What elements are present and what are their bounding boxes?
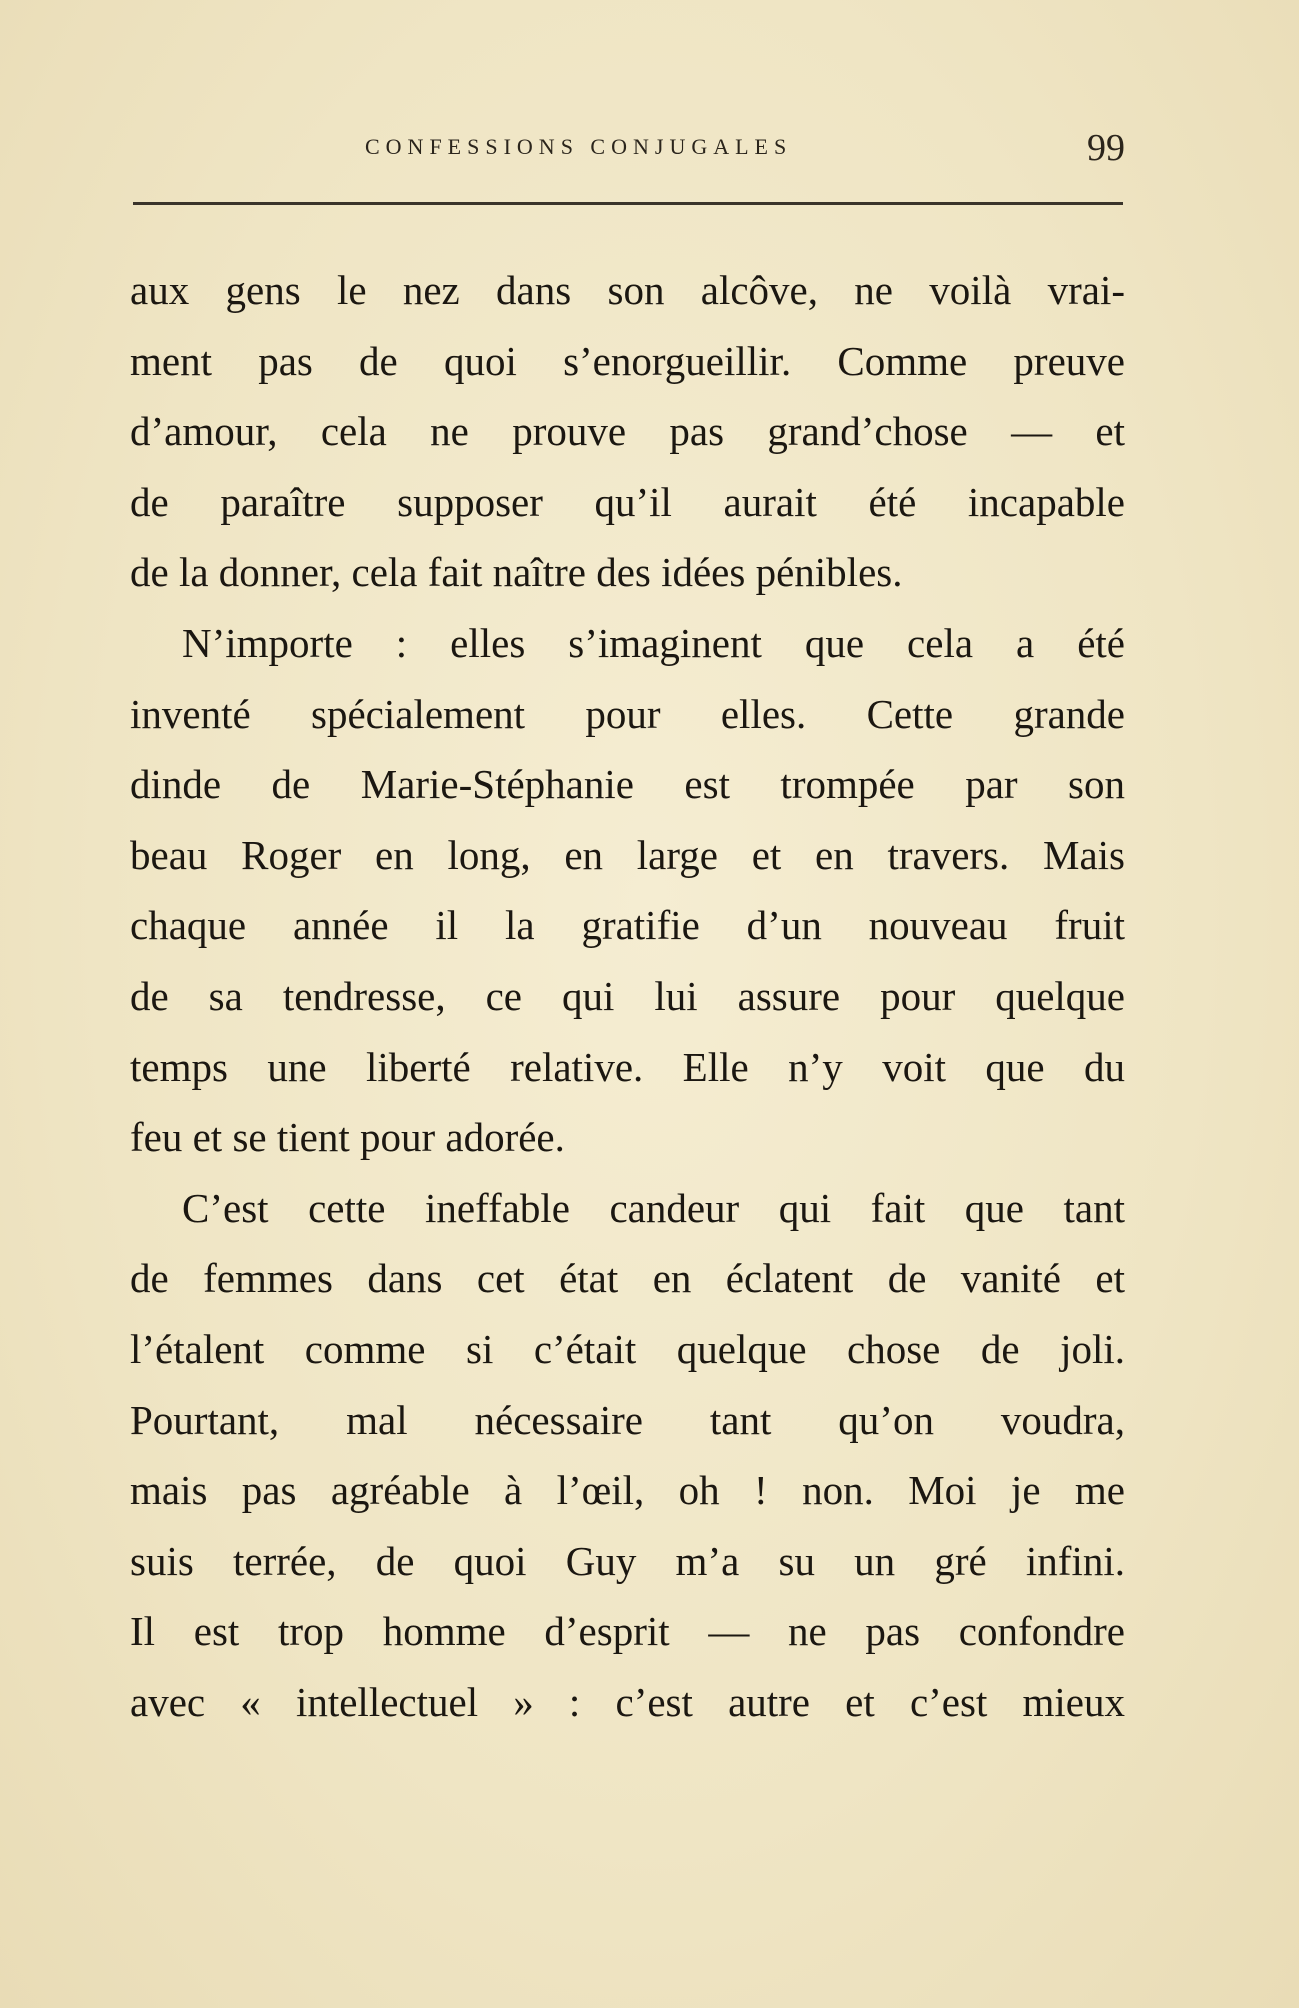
text-line: temps une liberté relative. Elle n’y voit que du — [130, 1043, 1125, 1090]
text-line: de paraître supposer qu’il aurait été incapable — [130, 478, 1125, 525]
text-line: Il est trop homme d’esprit — ne pas confondre — [130, 1608, 1125, 1655]
paragraph-start-line: N’importe : elles s’imaginent que cela a été — [182, 619, 1125, 666]
text-line: inventé spécialement pour elles. Cette grande — [130, 690, 1125, 737]
page-number: 99 — [1087, 127, 1125, 169]
text-line: de femmes dans cet état en éclatent de vanité et — [130, 1255, 1125, 1302]
paragraph-start-line: C’est cette ineffable candeur qui fait que tant — [182, 1184, 1125, 1231]
body-text — [130, 255, 1125, 1737]
text-line: feu et se tient pour adorée. — [130, 1114, 565, 1161]
text-line: dinde de Marie-Stéphanie est trompée par son — [130, 761, 1125, 808]
running-head — [130, 126, 1125, 186]
text-line: de sa tendresse, ce qui lui assure pour quelque — [130, 972, 1125, 1019]
text-line: d’amour, cela ne prouve pas grand’chose — et — [130, 408, 1125, 455]
text-line: mais pas agréable à l’œil, oh ! non. Moi je me — [130, 1467, 1125, 1514]
text-line: avec « intellectuel » : c’est autre et c’est mieux — [130, 1678, 1125, 1725]
text-line: Pourtant, mal nécessaire tant qu’on voudra, — [130, 1396, 1125, 1443]
text-line: beau Roger en long, en large et en travers. Mais — [130, 831, 1125, 878]
text-line: suis terrée, de quoi Guy m’a su un gré infini. — [130, 1537, 1125, 1584]
text-line: aux gens le nez dans son alcôve, ne voilà vrai- — [130, 267, 1125, 313]
text-line: chaque année il la gratifie d’un nouveau fruit — [130, 902, 1125, 949]
header-rule — [133, 202, 1123, 205]
text-line: de la donner, cela fait naître des idées pénibles. — [130, 549, 903, 596]
text-line: l’étalent comme si c’était quelque chose de joli. — [130, 1325, 1125, 1372]
text-line: ment pas de quoi s’enorgueillir. Comme preuve — [130, 337, 1125, 384]
running-title: CONFESSIONS CONJUGALES — [365, 134, 793, 159]
